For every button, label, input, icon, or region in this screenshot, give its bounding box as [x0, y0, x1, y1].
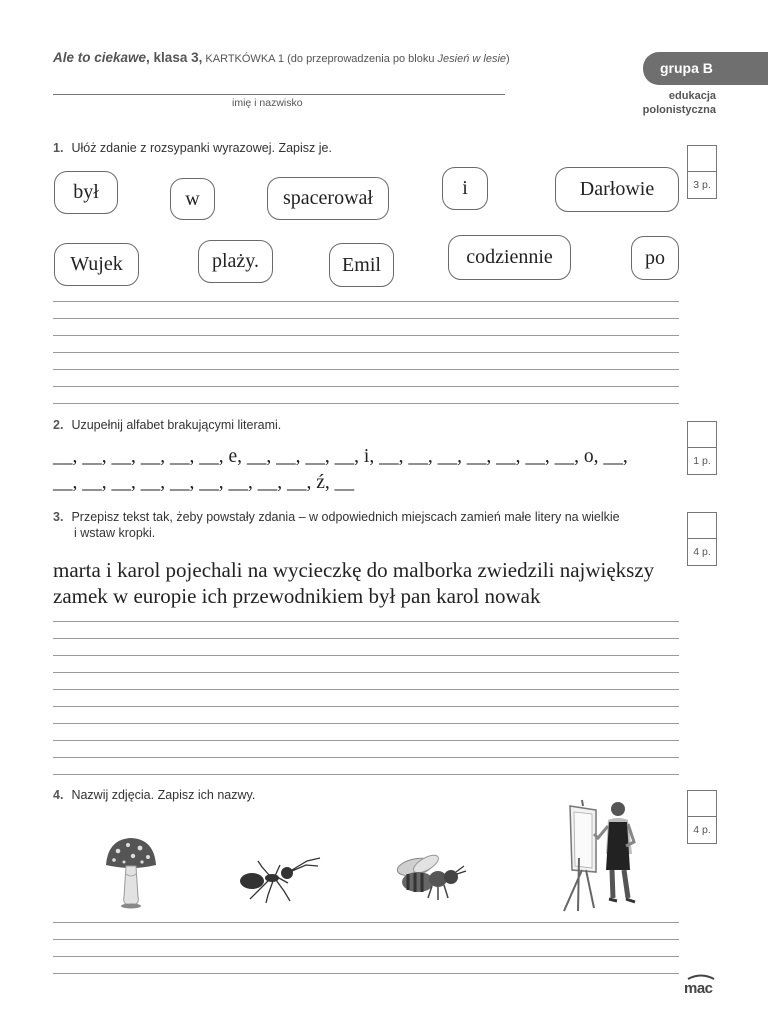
writing-line[interactable]	[53, 672, 679, 673]
word-tile[interactable]: i	[442, 167, 488, 210]
writing-line[interactable]	[53, 318, 679, 319]
writing-line[interactable]	[53, 352, 679, 353]
name-field-line[interactable]	[53, 94, 505, 95]
word-tile[interactable]: był	[54, 171, 118, 214]
word-tile[interactable]: plaży.	[198, 240, 273, 283]
writing-line[interactable]	[53, 706, 679, 707]
writing-line[interactable]	[53, 689, 679, 690]
word-tile[interactable]: Darłowie	[555, 167, 679, 212]
passage-line-2: zamek w europie ich przewodnikiem był pan karol nowak	[53, 584, 541, 608]
word-tile[interactable]: spacerował	[267, 177, 389, 220]
group-badge: grupa B	[643, 52, 768, 85]
writing-line[interactable]	[53, 621, 679, 622]
writing-line[interactable]	[53, 774, 679, 775]
writing-line[interactable]	[53, 655, 679, 656]
writing-line[interactable]	[53, 740, 679, 741]
writing-line[interactable]	[53, 922, 679, 923]
score-box-2[interactable]: 1 p.	[687, 421, 717, 475]
writing-line[interactable]	[53, 369, 679, 370]
worksheet-title: Ale to ciekawe, klasa 3, KARTKÓWKA 1 (do przeprowadzenia po bloku Jesień w lesie)	[53, 50, 510, 65]
mushroom-image	[100, 835, 162, 910]
score-box-1[interactable]: 3 p.	[687, 145, 717, 199]
subject-label: edukacja polonistyczna	[642, 90, 716, 116]
writing-line[interactable]	[53, 973, 679, 974]
word-tile[interactable]: Wujek	[54, 243, 139, 286]
word-tile[interactable]: Emil	[329, 243, 394, 287]
alphabet-line-1[interactable]: __, __, __, __, __, __, e, __, __, __, __, i, __, __, __, __, __, __, __, o, __,	[53, 446, 628, 467]
writing-line[interactable]	[53, 956, 679, 957]
writing-line[interactable]	[53, 939, 679, 940]
writing-line[interactable]	[53, 403, 679, 404]
question-3: 3. Przepisz tekst tak, żeby powstały zdania – w odpowiednich miejscach zamień małe litery na wielkie	[53, 510, 620, 524]
publisher-logo: mac	[684, 974, 716, 997]
score-box-3[interactable]: 4 p.	[687, 512, 717, 566]
word-tile[interactable]: w	[170, 178, 215, 220]
question-2: 2. Uzupełnij alfabet brakującymi literami.	[53, 418, 282, 432]
writing-line[interactable]	[53, 335, 679, 336]
question-1: 1. Ułóż zdanie z rozsypanki wyrazowej. Zapisz je.	[53, 141, 332, 155]
writing-line[interactable]	[53, 301, 679, 302]
passage-line-1: marta i karol pojechali na wycieczkę do malborka zwiedzili największy	[53, 558, 655, 582]
writing-line[interactable]	[53, 386, 679, 387]
writing-line[interactable]	[53, 723, 679, 724]
writing-line[interactable]	[53, 638, 679, 639]
bee-image	[390, 852, 470, 904]
painter-image	[556, 798, 646, 913]
word-tile[interactable]: codziennie	[448, 235, 571, 280]
word-tile[interactable]: po	[631, 236, 679, 280]
name-label: imię i nazwisko	[232, 97, 303, 109]
alphabet-line-2[interactable]: __, __, __, __, __, __, __, __, __, ź, __	[53, 472, 355, 493]
ant-image	[232, 853, 324, 905]
score-box-4[interactable]: 4 p.	[687, 790, 717, 844]
question-4: 4. Nazwij zdjęcia. Zapisz ich nazwy.	[53, 788, 256, 802]
writing-line[interactable]	[53, 757, 679, 758]
question-3-continued: i wstaw kropki.	[74, 526, 156, 540]
